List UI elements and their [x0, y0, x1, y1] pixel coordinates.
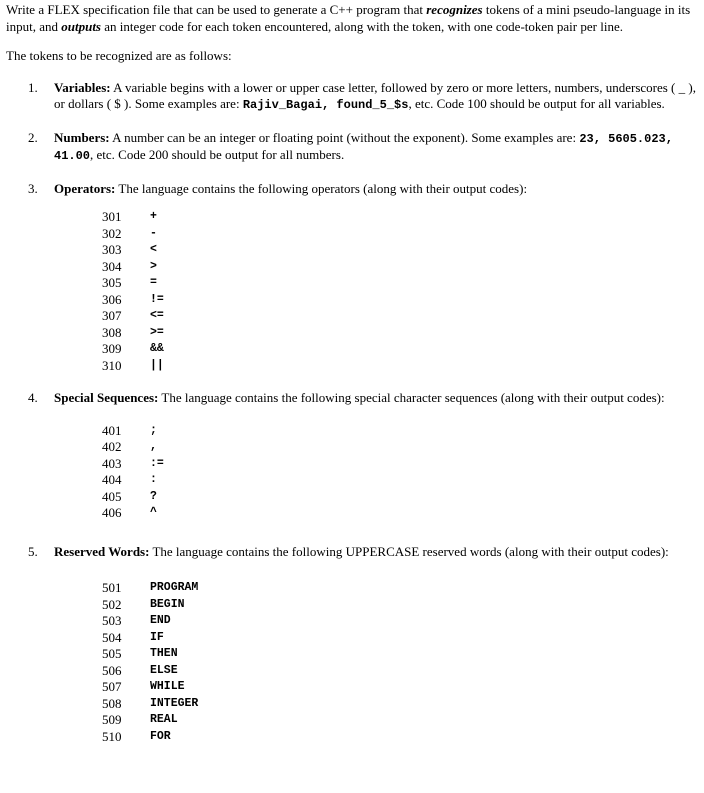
- intro-paragraph: [6, 2, 698, 35]
- item-text: A variable begins with a lower or upper case letter, followed by zero or more letters, numbers, underscores ( _ ), or dollars ( $ ). Some examples are:: [54, 79, 696, 111]
- table-row: [102, 597, 698, 614]
- item-operators: [6, 181, 698, 198]
- table-row: [102, 325, 698, 342]
- token: !=: [150, 292, 164, 306]
- token: THEN: [150, 647, 178, 660]
- token: ^: [150, 506, 157, 519]
- item-text-tail: , etc. Code 200 should be output for all numbers.: [90, 147, 345, 162]
- table-row: [102, 209, 698, 226]
- table-row: [102, 489, 698, 506]
- item-text-tail: , etc. Code 100 should be output for all variables.: [408, 96, 665, 111]
- item-special-sequences: [6, 390, 698, 407]
- item-number: 3.: [28, 180, 38, 196]
- intro-text-3: an integer code for each token encountered, along with the token, with one code-token pair per line.: [104, 18, 623, 34]
- table-row: [102, 259, 698, 276]
- intro-text-1: Write a FLEX specification file that can be used to generate a C++ program that: [6, 2, 423, 17]
- code: 310: [102, 357, 122, 373]
- table-row: [102, 580, 698, 597]
- token: FOR: [150, 729, 171, 743]
- token: END: [150, 614, 171, 627]
- token: >=: [150, 325, 164, 339]
- token: :=: [150, 456, 164, 470]
- item-title: Variables:: [54, 79, 111, 95]
- table-row: [102, 646, 698, 663]
- document: [6, 2, 698, 745]
- item-text: The language contains the following special character sequences (along with their output codes):: [161, 390, 665, 405]
- code: 309: [102, 341, 122, 356]
- code: 501: [102, 580, 122, 595]
- token: :: [150, 473, 157, 486]
- item-number: 2.: [28, 129, 38, 145]
- code: 307: [102, 308, 122, 323]
- code: 405: [102, 488, 122, 504]
- token: PROGRAM: [150, 581, 199, 594]
- table-row: [102, 696, 698, 713]
- item-title: Operators:: [54, 180, 116, 196]
- token: BEGIN: [150, 597, 185, 611]
- token: >: [150, 259, 157, 273]
- code: 303: [102, 242, 122, 257]
- table-row: [102, 630, 698, 647]
- token: WHILE: [150, 680, 185, 693]
- table-row: [102, 439, 698, 456]
- code: 506: [102, 662, 122, 678]
- table-row: [102, 423, 698, 440]
- code: 508: [102, 695, 122, 711]
- code: 402: [102, 439, 122, 454]
- item-examples: 23, 5605.023, 41.00: [54, 131, 673, 163]
- code: 308: [102, 324, 122, 340]
- token: ELSE: [150, 663, 178, 677]
- code: 403: [102, 455, 122, 471]
- code: 505: [102, 646, 122, 661]
- token: INTEGER: [150, 696, 199, 710]
- intro-text-2: tokens of a mini pseudo-language in its input, and: [6, 2, 691, 34]
- token: <=: [150, 309, 164, 322]
- code: 304: [102, 258, 122, 274]
- token: REAL: [150, 713, 178, 726]
- item-examples: Rajiv_Bagai, found_5_$s: [242, 98, 409, 112]
- item-number: 4.: [28, 390, 38, 405]
- tokens-lead: The tokens to be recognized are as follows:: [6, 48, 232, 63]
- intro-emphasis-outputs: outputs: [61, 18, 101, 34]
- token: ,: [150, 440, 157, 453]
- item-variables: [6, 80, 698, 114]
- table-row: [102, 505, 698, 522]
- table-row: [102, 292, 698, 309]
- code: 305: [102, 275, 122, 290]
- token: IF: [150, 630, 164, 644]
- token: ||: [150, 358, 164, 372]
- item-numbers: [6, 130, 698, 165]
- table-row: [102, 242, 698, 259]
- token: +: [150, 210, 157, 223]
- table-row: [102, 308, 698, 325]
- token: ?: [150, 489, 157, 503]
- table-row: [102, 679, 698, 696]
- specials-table: [102, 423, 698, 522]
- item-reserved-words: [6, 544, 698, 561]
- item-text: The language contains the following operators (along with their output codes):: [118, 180, 528, 196]
- table-row: [102, 712, 698, 729]
- table-row: [102, 729, 698, 746]
- item-title: Numbers:: [54, 129, 110, 145]
- code: 404: [102, 472, 122, 487]
- table-row: [102, 663, 698, 680]
- table-row: [102, 456, 698, 473]
- code: 502: [102, 596, 122, 612]
- item-title: Special Sequences:: [54, 390, 159, 405]
- item-text: The language contains the following UPPERCASE reserved words (along with their output codes):: [152, 543, 669, 559]
- code: 401: [102, 422, 122, 438]
- code: 510: [102, 728, 122, 744]
- item-title: Reserved Words:: [54, 543, 150, 559]
- code: 507: [102, 679, 122, 694]
- operators-table: [102, 209, 698, 374]
- token: =: [150, 276, 157, 289]
- code: 301: [102, 209, 122, 224]
- code: 509: [102, 712, 122, 727]
- code: 406: [102, 505, 122, 520]
- item-number: 1.: [28, 79, 38, 95]
- token: -: [150, 226, 157, 240]
- table-row: [102, 358, 698, 375]
- table-row: [102, 226, 698, 243]
- code: 306: [102, 291, 122, 307]
- table-row: [102, 472, 698, 489]
- token: <: [150, 243, 157, 256]
- reserved-table: [102, 580, 698, 745]
- item-number: 5.: [28, 543, 38, 559]
- table-row: [102, 341, 698, 358]
- token: &&: [150, 342, 164, 355]
- intro-emphasis-recognizes: recognizes: [426, 2, 483, 17]
- code: 302: [102, 225, 122, 241]
- table-row: [102, 275, 698, 292]
- token: ;: [150, 423, 157, 437]
- table-row: [102, 613, 698, 630]
- item-text: A number can be an integer or floating point (without the exponent). Some examples are:: [112, 129, 577, 145]
- code: 504: [102, 629, 122, 645]
- code: 503: [102, 613, 122, 628]
